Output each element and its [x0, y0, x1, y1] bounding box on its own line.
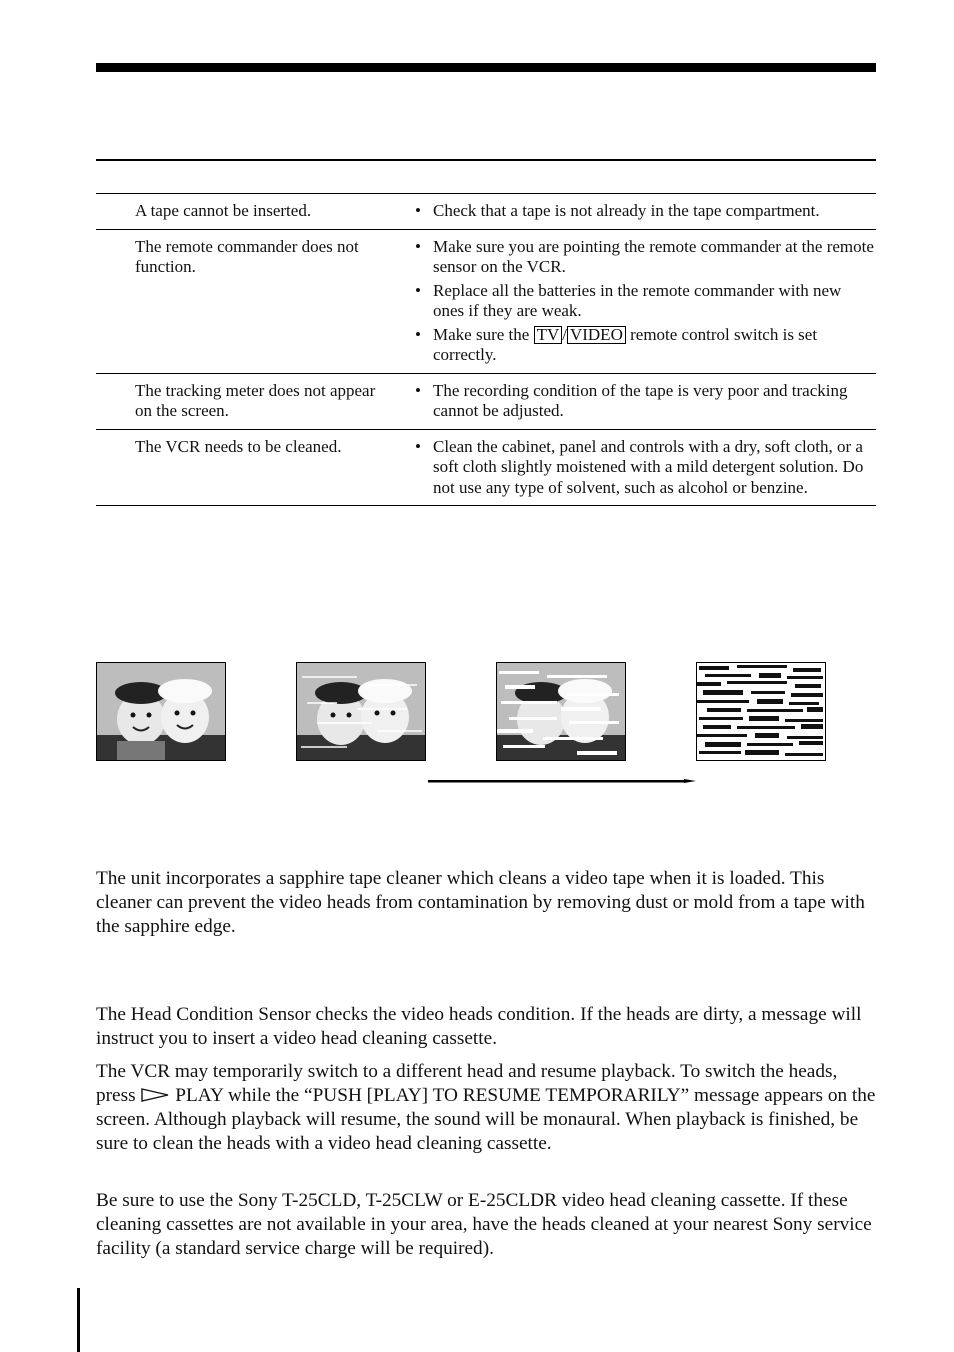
- tv-key-label: TV: [534, 326, 563, 344]
- table-row: [96, 230, 876, 374]
- video-key-label: VIDEO: [567, 326, 626, 344]
- remedy-item: • Replace all the batteries in the remote commander with new ones if they are weak.: [415, 281, 876, 322]
- remedy-list: [393, 437, 876, 502]
- severe-noise-picture-image: [696, 662, 826, 761]
- remedy-text: Make sure the: [433, 324, 530, 344]
- table-row: [96, 430, 876, 507]
- top-rule: [96, 63, 876, 72]
- symptom-cell: A tape cannot be inserted.: [135, 201, 312, 220]
- switch-heads-text: The VCR may temporarily switch to a different head and resume playback. To switch the heads, press: [96, 1061, 838, 1106]
- troubleshooting-table: [96, 194, 876, 506]
- switch-heads-text: PLAY while the “PUSH [PLAY] TO RESUME TEMPORARILY” message appears on the screen. Although playback will resume, the sound will be monaural. When playback is finished, be sure to clean the heads with a video head cleaning cassette.: [96, 1085, 876, 1154]
- remedy-list: [393, 201, 876, 225]
- remedy-item: • Check that a tape is not already in the tape compartment.: [415, 201, 876, 222]
- table-row: [96, 374, 876, 430]
- switch-heads-paragraph: [96, 1060, 876, 1156]
- play-outline-icon: [140, 1087, 170, 1103]
- remedy-list: [393, 237, 876, 369]
- symptom-cell: The tracking meter does not appear on the screen.: [135, 380, 376, 420]
- remedy-item: • Clean the cabinet, panel and controls with a dry, soft cloth, or a soft cloth slightly moistened with a mild detergent solution. Do not use any type of solvent, such as alcohol or benzine.: [415, 437, 876, 499]
- key-separator: /: [562, 324, 567, 344]
- picture-quality-illustrations: [96, 662, 836, 762]
- clean-picture-image: [96, 662, 226, 761]
- cleaning-cassette-paragraph: Be sure to use the Sony T-25CLD, T-25CLW or E-25CLDR video head cleaning cassette. If these cleaning cassettes are not available in your area, have the heads cleaned at your nearest Sony service facility (a standard service charge will be required).: [96, 1190, 872, 1259]
- slight-noise-picture-image: [296, 662, 426, 761]
- heavy-noise-picture-image: [496, 662, 626, 761]
- right-arrow-icon: [428, 779, 696, 783]
- remedy-item: • Make sure you are pointing the remote commander at the remote sensor on the VCR.: [415, 237, 876, 278]
- remedy-text: remote control switch is set correctly.: [433, 324, 818, 364]
- page-edge-bar: [77, 1288, 80, 1352]
- section-rule: [96, 159, 876, 161]
- symptom-cell: The remote commander does not function.: [135, 236, 359, 276]
- table-row: [96, 194, 876, 230]
- remedy-item: • The recording condition of the tape is very poor and tracking cannot be adjusted.: [415, 381, 876, 422]
- remedy-item: [415, 325, 876, 366]
- sapphire-cleaner-paragraph: The unit incorporates a sapphire tape cleaner which cleans a video tape when it is loaded. This cleaner can prevent the video heads from contamination by removing dust or mold from a tape with the sapphire edge.: [96, 868, 865, 937]
- symptom-cell: The VCR needs to be cleaned.: [135, 436, 342, 456]
- remedy-list: [393, 381, 876, 425]
- head-sensor-paragraph: The Head Condition Sensor checks the video heads condition. If the heads are dirty, a message will instruct you to insert a video head cleaning cassette.: [96, 1004, 862, 1049]
